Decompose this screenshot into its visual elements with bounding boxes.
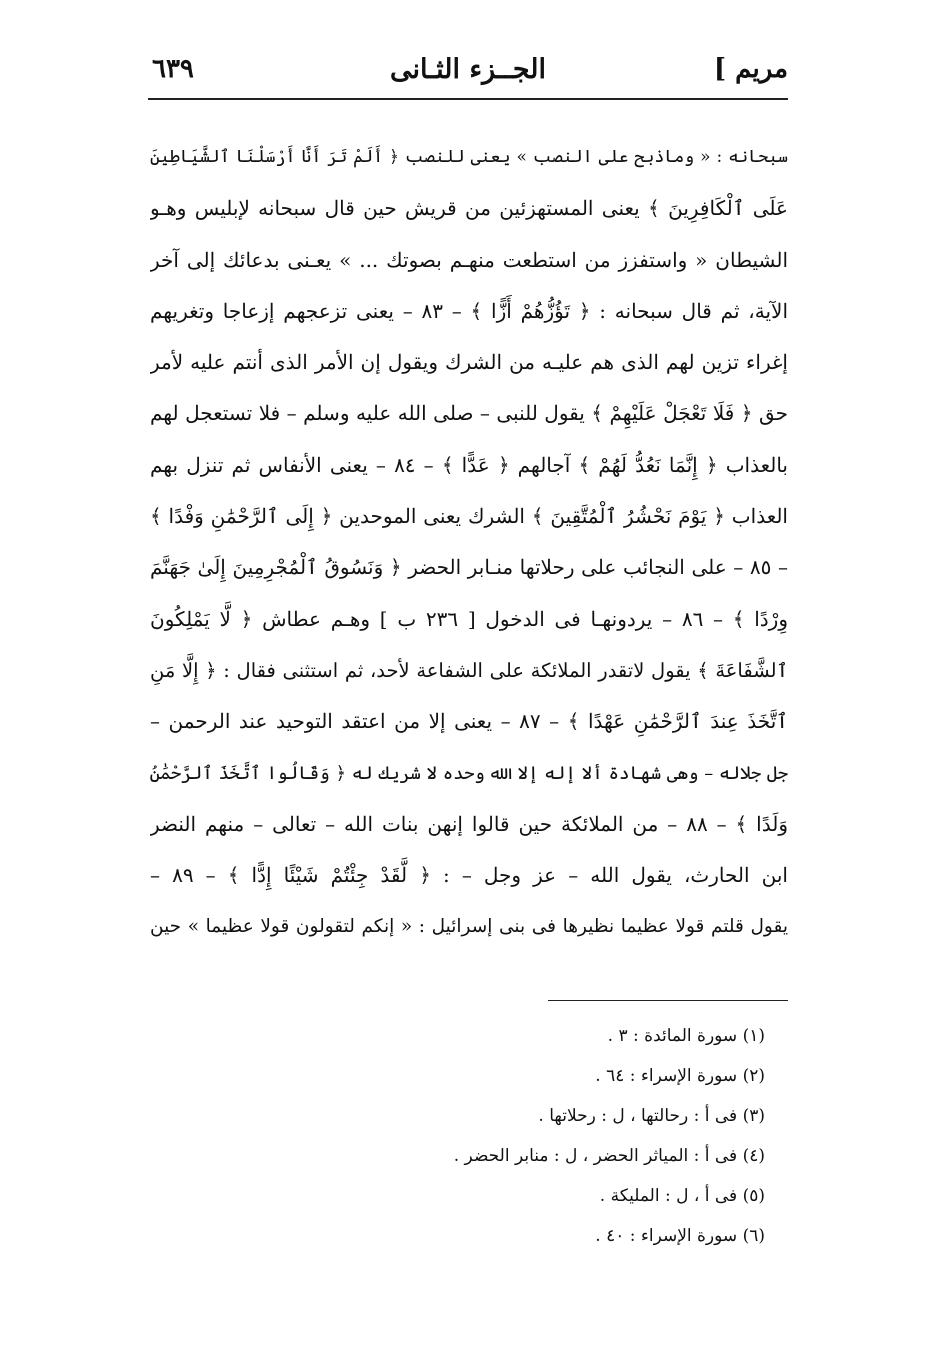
text-line: الشيطان « واستفزز من استطعت منهـم بصوتك ... » يعـنى بدعائك إلى آخر <box>150 247 788 272</box>
footnote: (٤) فى أ : المياثر الحضر ، ل : منابر الحضر . <box>453 1146 765 1166</box>
text-line: وَلَدًا ﴾ – ٨٨ – من الملائكة حين قالوا إنهن بنات الله – تعالى – منهم النضر <box>150 811 788 836</box>
footnotes <box>345 1016 765 1256</box>
footnote: (٣) فى أ : رحالتها ، ل : رحلاتها . <box>538 1106 765 1126</box>
text-line: بالعذاب ﴿ إِنَّمَا نَعُدُّ لَهُمْ ﴾ آجالهم ﴿ عَدًّا ﴾ – ٨٤ – يعنى الأنفاس ثم تنزل بهم <box>150 452 788 477</box>
text-line: حق ﴿ فَلَا تَعْجَلْ عَلَيْهِمْ ﴾ يقول للنبى – صلى الله عليه وسلم – فلا تستعجل لهم <box>150 401 788 426</box>
chapter-title: مريم ] <box>713 54 788 84</box>
header-rule <box>148 98 788 100</box>
text-line: إغراء تزين لهم الذى هم عليـه من الشرك ويقول إن الأمر الذى أنتم عليه لأمر <box>150 350 788 375</box>
text-line: ٱلشَّفَاعَةَ ﴾ يقول لاتقدر الملائكة على الشفاعة لأحد، ثم استثنى فقال : ﴿ إِلَّا مَنِ <box>150 658 788 682</box>
text-line: الآية، ثم قال سبحانه : ﴿ تَؤُزُّهُمْ أَزًّا ﴾ – ٨٣ – يعنى تزعجهم إزعاجا وتغريهم <box>150 298 788 323</box>
page-header <box>148 52 788 96</box>
text-line: سبحانه : « وماذبح على النصب » يعنى للنصب ﴿ أَلَمْ تَرَ أَنَّا أَرْسَلْنَا ٱلشَّيَاطِينَ <box>150 147 788 167</box>
text-line: جل جلاله – وهى شهادة ألا إله إلا الله وحده لا شريك له ﴿ وَقَالُوا ٱتَّخَذَ ٱلرَّحْمَٰنُ <box>150 762 788 784</box>
text-line: ٱتَّخَذَ عِندَ ٱلرَّحْمَٰنِ عَهْدًا ﴾ – ٨٧ – يعنى إلا من اعتقد التوحيد عند الرحمن – <box>150 709 788 734</box>
text-line: ابن الحارث، يقول الله – عز وجل – : ﴿ لَّقَدْ جِئْتُمْ شَيْئًا إِدًّا ﴾ – ٨٩ – <box>150 863 788 888</box>
footnote-rule <box>548 1000 788 1001</box>
part-title: الجــزء الثـانى <box>389 54 547 85</box>
footnote: (٦) سورة الإسراء : ٤٠ . <box>595 1226 765 1246</box>
page-number: ٦٣٩ <box>152 54 194 84</box>
text-line: العذاب ﴿ يَوْمَ نَحْشُرُ ٱلْمُتَّقِينَ ﴾ الشرك يعنى الموحدين ﴿ إِلَى ٱلرَّحْمَٰنِ وَفْدًا ﴾ <box>150 504 788 529</box>
footnote: (٥) فى أ ، ل : المليكة . <box>599 1186 765 1206</box>
text-line: – ٨٥ – على النجائب على رحلاتها منـابر الحضر ﴿ وَنَسُوقُ ٱلْمُجْرِمِينَ إِلَىٰ جَهَنَّمَ <box>150 555 788 580</box>
footnote: (٢) سورة الإسراء : ٦٤ . <box>595 1066 765 1086</box>
text-line: يقول قلتم قولا عظيما نظيرها فى بنى إسرائيل : « إنكم لتقولون قولا عظيما » حين <box>150 916 788 938</box>
text-line: وِرْدًا ﴾ – ٨٦ – يردونهـا فى الدخول [ ٢٣٦ ب ] وهـم عطاش ﴿ لَّا يَمْلِكُونَ <box>150 606 788 631</box>
footnote: (١) سورة المائدة : ٣ . <box>607 1026 765 1046</box>
text-line: عَلَى ٱلْكَافِرِينَ ﴾ يعنى المستهزئين من قريش حين قال سبحانه لإبليس وهـو <box>150 196 788 221</box>
body-text <box>150 132 788 953</box>
